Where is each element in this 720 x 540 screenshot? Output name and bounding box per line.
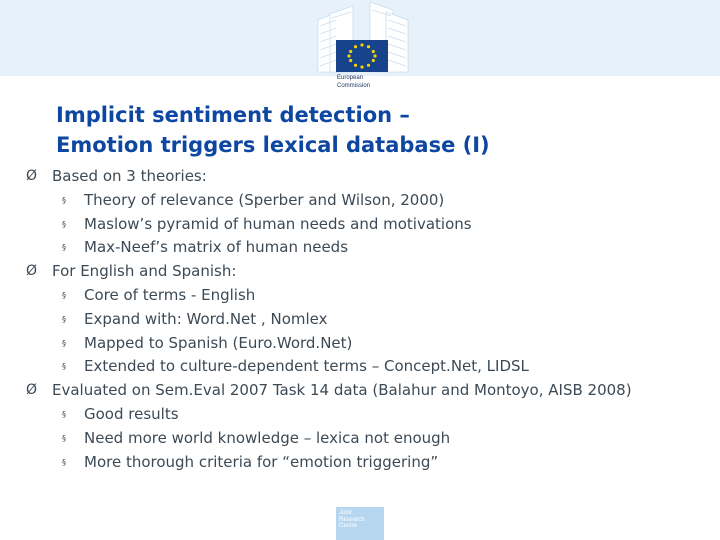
list-item-text: Core of terms - English <box>84 285 256 304</box>
list-item-text: Maslow’s pyramid of human needs and motivations <box>84 214 472 233</box>
list-item <box>0 355 720 379</box>
section-bullet-icon: § <box>62 219 66 229</box>
slide-title-line-1: Implicit sentiment detection – <box>56 103 410 127</box>
bullet-list <box>0 165 720 474</box>
section-bullet-icon: § <box>62 195 66 205</box>
list-item-text: For English and Spanish: <box>52 262 237 281</box>
list-item-text: Max-Neef’s matrix of human needs <box>84 238 349 257</box>
section-bullet-icon: § <box>62 338 66 348</box>
logo-text-line: Commission <box>337 83 371 89</box>
section-bullet-icon: § <box>62 433 66 443</box>
list-item <box>0 213 720 237</box>
list-item <box>0 332 720 356</box>
list-item <box>0 284 720 308</box>
jrc-logo <box>336 507 384 540</box>
list-item <box>0 427 720 451</box>
list-item <box>0 260 720 284</box>
list-item-text: Good results <box>84 404 179 423</box>
list-item-text: Theory of relevance (Sperber and Wilson, 2000) <box>84 190 445 209</box>
logo-text-line: European <box>337 75 364 81</box>
list-item-text: More thorough criteria for “emotion triggering” <box>84 452 439 471</box>
list-item <box>0 308 720 332</box>
arrow-bullet-icon: Ø <box>26 168 38 184</box>
logo-text-line: Research <box>339 516 365 523</box>
list-item-text: Expand with: Word.Net , Nomlex <box>84 309 328 328</box>
list-item-text: Mapped to Spanish (Euro.Word.Net) <box>84 333 353 352</box>
list-item-text: Based on 3 theories: <box>52 167 207 185</box>
list-item <box>0 451 720 475</box>
logo-text-line: Joint <box>339 510 352 516</box>
section-bullet-icon: § <box>62 409 66 419</box>
list-item-text: Extended to culture-dependent terms – Concept.Net, LIDSL <box>84 357 529 376</box>
logo-text-line: Centre <box>339 523 358 529</box>
list-item-text: Need more world knowledge – lexica not enough <box>84 428 451 447</box>
slide-title-line-2: Emotion triggers lexical database (I) <box>56 133 490 157</box>
arrow-bullet-icon: Ø <box>26 263 38 280</box>
list-item <box>0 165 720 189</box>
section-bullet-icon: § <box>62 457 66 467</box>
list-item <box>0 189 720 213</box>
list-item-text: Evaluated on Sem.Eval 2007 Task 14 data (Balahur and Montoyo, AISB 2008) <box>52 381 632 400</box>
jrc-logo-text <box>339 510 365 530</box>
european-commission-logo-text <box>337 74 397 90</box>
slide-title <box>56 100 696 160</box>
section-bullet-icon: § <box>62 362 66 372</box>
section-bullet-icon: § <box>62 243 66 253</box>
list-item <box>0 403 720 427</box>
section-bullet-icon: § <box>62 290 66 300</box>
list-item <box>0 236 720 260</box>
arrow-bullet-icon: Ø <box>26 382 38 399</box>
list-item <box>0 379 720 403</box>
section-bullet-icon: § <box>62 314 66 324</box>
